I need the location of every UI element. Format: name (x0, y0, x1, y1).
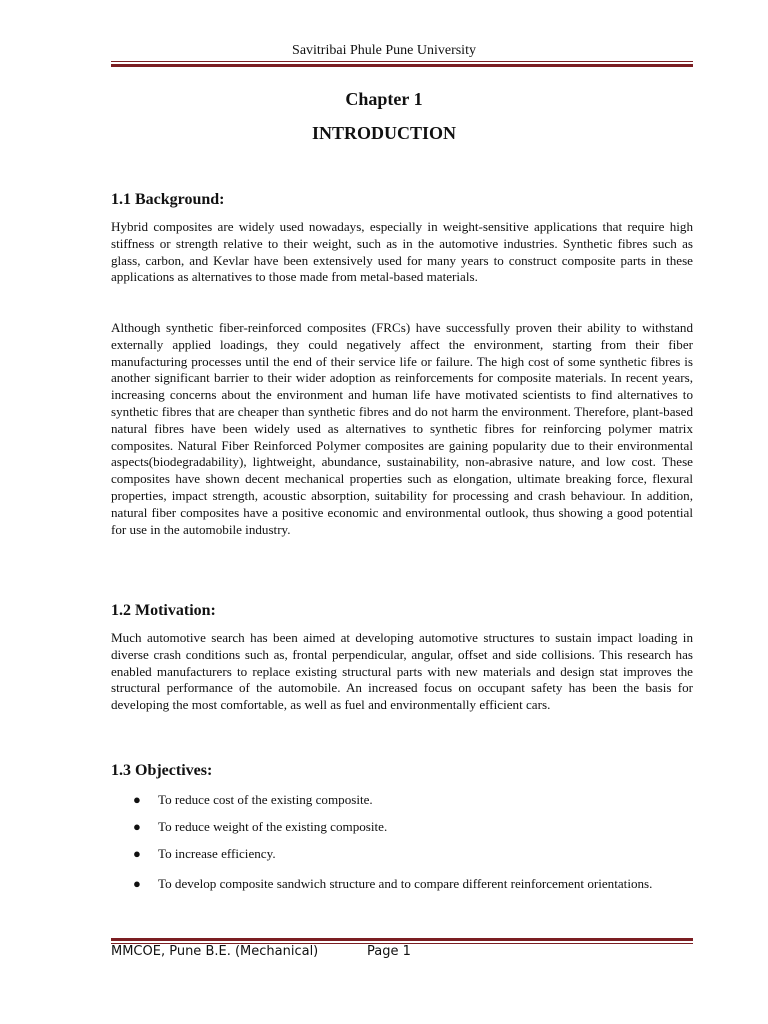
list-item: ● To reduce weight of the existing composite. (111, 816, 693, 843)
objectives-list (111, 789, 693, 897)
background-paragraph-2: Although synthetic fiber-reinforced composites (FRCs) have successfully proven their ability to withstand externally applied loadings, they could negatively affect the environment, starting from their fiber manufacturing processes until the end of their service life or failure. The high cost of some synthetic fibres is another significant barrier to their wider adoption as reinforcements for composite materials. In recent years, increasing concerns about the environment and human life have motivated scientists to find alternatives to synthetic fibres that are cheaper than synthetic fibres and do not harm the environment. Therefore, plant-based natural fibres have been widely used as alternatives to synthetic fibres for reinforcing polymer matrix composites. Natural Fiber Reinforced Polymer composites are gaining popularity due to their environmental aspects(biodegradability), lightweight, abundance, sustainability, non-abrasive nature, and low cost. These composites have shown decent mechanical properties such as elongation, ultimate breaking force, flexural properties, impact strength, acoustic absorption, suitability for processing and crash behaviour. In addition, natural fiber composites have a positive economic and environmental outlook, thus showing a good potential for use in the automobile industry. (111, 320, 693, 537)
bullet-icon: ● (133, 846, 141, 861)
footer-institution: MMCOE, Pune B.E. (Mechanical) (111, 944, 319, 959)
section-heading-motivation: 1.2 Motivation: (111, 602, 216, 619)
section-heading-objectives: 1.3 Objectives: (111, 762, 213, 779)
list-item: ● To reduce cost of the existing composite. (111, 789, 693, 816)
bullet-icon: ● (133, 876, 141, 891)
bullet-icon: ● (133, 819, 141, 834)
bullet-icon: ● (133, 792, 141, 807)
motivation-paragraph: Much automotive search has been aimed at developing automotive structures to sustain impact loading in diverse crash conditions such as, frontal perpendicular, angular, offset and side collisions. This research has enabled manufacturers to replace existing structural parts with new materials and design stat improves the structural performance of the automobile. An increased focus on occupant safety has been the basis for developing the most comfortable, as well as fuel and environmentally efficient cars. (111, 630, 693, 713)
list-item: ● To increase efficiency. (111, 843, 693, 870)
list-item: ● To develop composite sandwich structure and to compare different reinforcement orientations. (111, 870, 693, 897)
section-heading-background: 1.1 Background: (111, 191, 225, 208)
header-rule (111, 61, 693, 67)
chapter-number: Chapter 1 (345, 89, 423, 109)
page-footer (111, 944, 411, 959)
running-header: Savitribai Phule Pune University (292, 43, 476, 58)
chapter-title: INTRODUCTION (311, 123, 457, 143)
background-paragraph-1: Hybrid composites are widely used nowadays, especially in weight-sensitive applications that require high stiffness or strength relative to their weight, such as in the automotive industries. Synthetic fibres such as glass, carbon, and Kevlar have been extensively used for many years to construct composite parts in these applications as alternatives to those made from metal-based materials. (111, 219, 693, 285)
page-number: Page 1 (367, 944, 411, 959)
